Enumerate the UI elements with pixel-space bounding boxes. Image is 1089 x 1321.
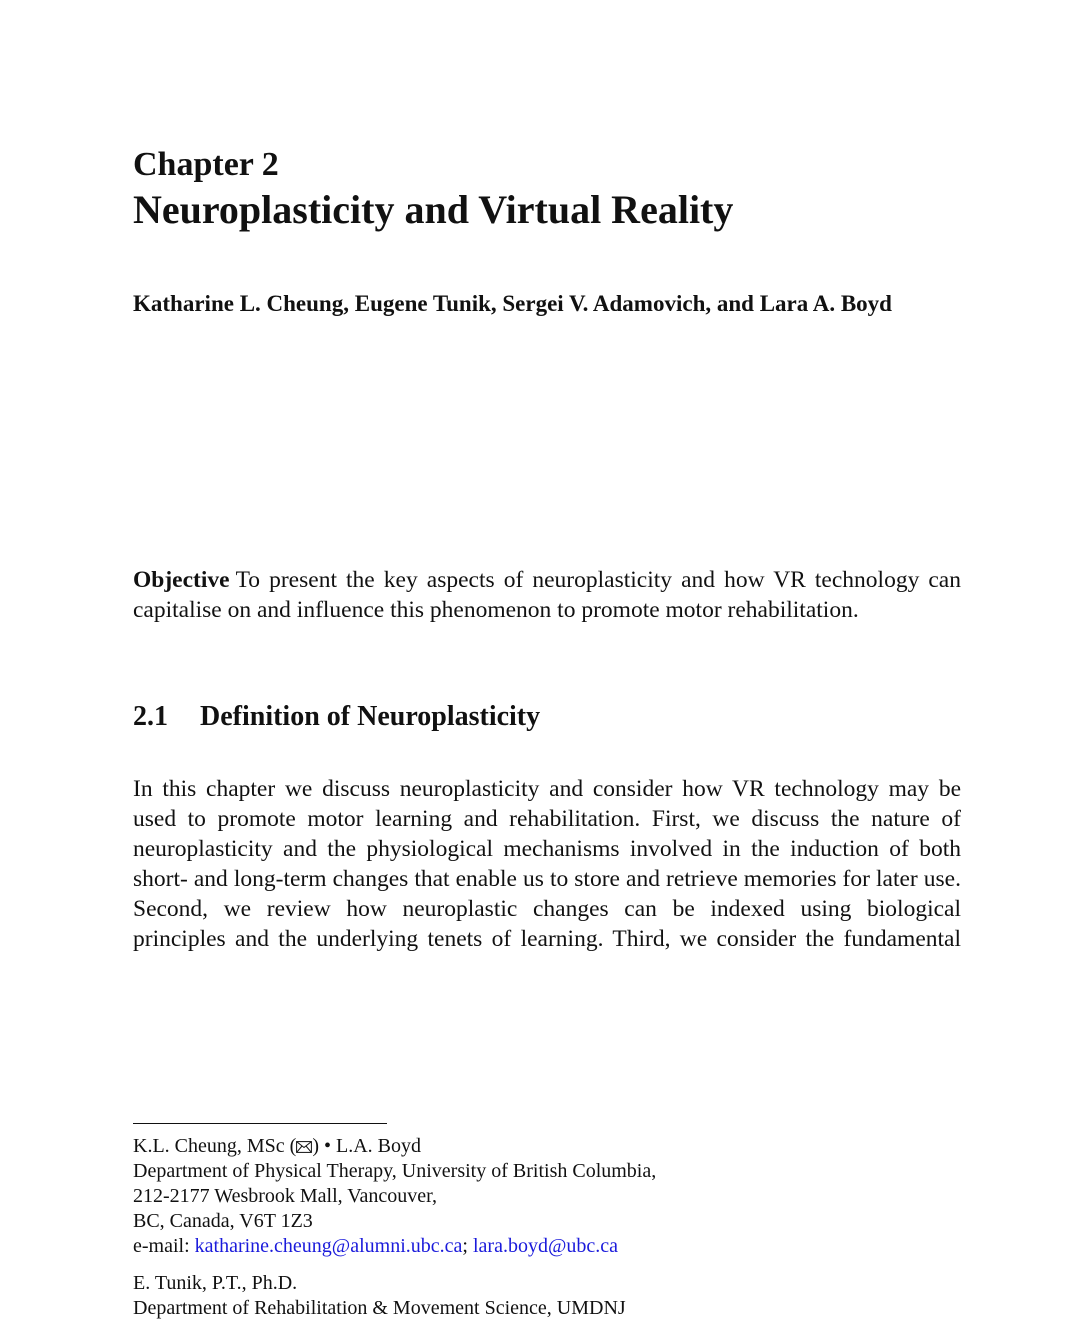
footnote-author-line (133, 1134, 961, 1159)
section-number: 2.1 (133, 701, 168, 732)
book-page (133, 0, 961, 1319)
author-affiliation-footnotes (133, 1134, 961, 1321)
objective-label: Objective (133, 567, 230, 593)
email-label: e-mail: (133, 1235, 195, 1257)
footnote-street: 212-2177 Wesbrook Mall, Vancouver, (133, 1185, 438, 1207)
section-heading (133, 700, 540, 734)
footnote-author-suffix: ) • L.A. Boyd (312, 1135, 421, 1157)
footnote-email-line (133, 1234, 961, 1259)
chapter-label: Chapter 2 (133, 146, 279, 183)
email-link-cheung[interactable]: katharine.cheung@alumni.ubc.ca (194, 1235, 463, 1257)
author-list: Katharine L. Cheung, Eugene Tunik, Sergei V. Adamovich, and Lara A. Boyd (133, 291, 892, 316)
footnote-department: Department of Physical Therapy, University of British Columbia, (133, 1160, 657, 1182)
section-body-paragraph: In this chapter we discuss neuroplasticity and consider how VR technology may be used to promote motor learning and rehabilitation. First, we discuss the nature of neuroplasticity and the physiological mechanisms involved in the induction of both short- and long-term changes that enable us to store and retrieve memories for later use. Second, we review how neuroplastic changes can be indexed using biological principles and the underlying tenets of learning. Third, we consider the fundamental (133, 776, 961, 952)
envelope-icon (296, 1135, 312, 1147)
chapter-title: Neuroplasticity and Virtual Reality (133, 187, 734, 232)
objective-paragraph (133, 565, 961, 625)
section-title: Definition of Neuroplasticity (200, 701, 541, 732)
email-separator: ; (462, 1235, 473, 1257)
footnote-author2-name: E. Tunik, P.T., Ph.D. (133, 1272, 298, 1294)
footnote-author-prefix: K.L. Cheung, MSc ( (133, 1135, 297, 1157)
footnote-region: BC, Canada, V6T 1Z3 (133, 1210, 313, 1232)
objective-text: To present the key aspects of neuroplasticity and how VR technology can capitalise on and influence this phenomenon to promote motor rehabilitation. (133, 567, 961, 623)
email-link-boyd[interactable]: lara.boyd@ubc.ca (472, 1235, 618, 1257)
footnote-divider (133, 1123, 387, 1124)
footnote-author2-department: Department of Rehabilitation & Movement Science, UMDNJ (133, 1297, 626, 1319)
